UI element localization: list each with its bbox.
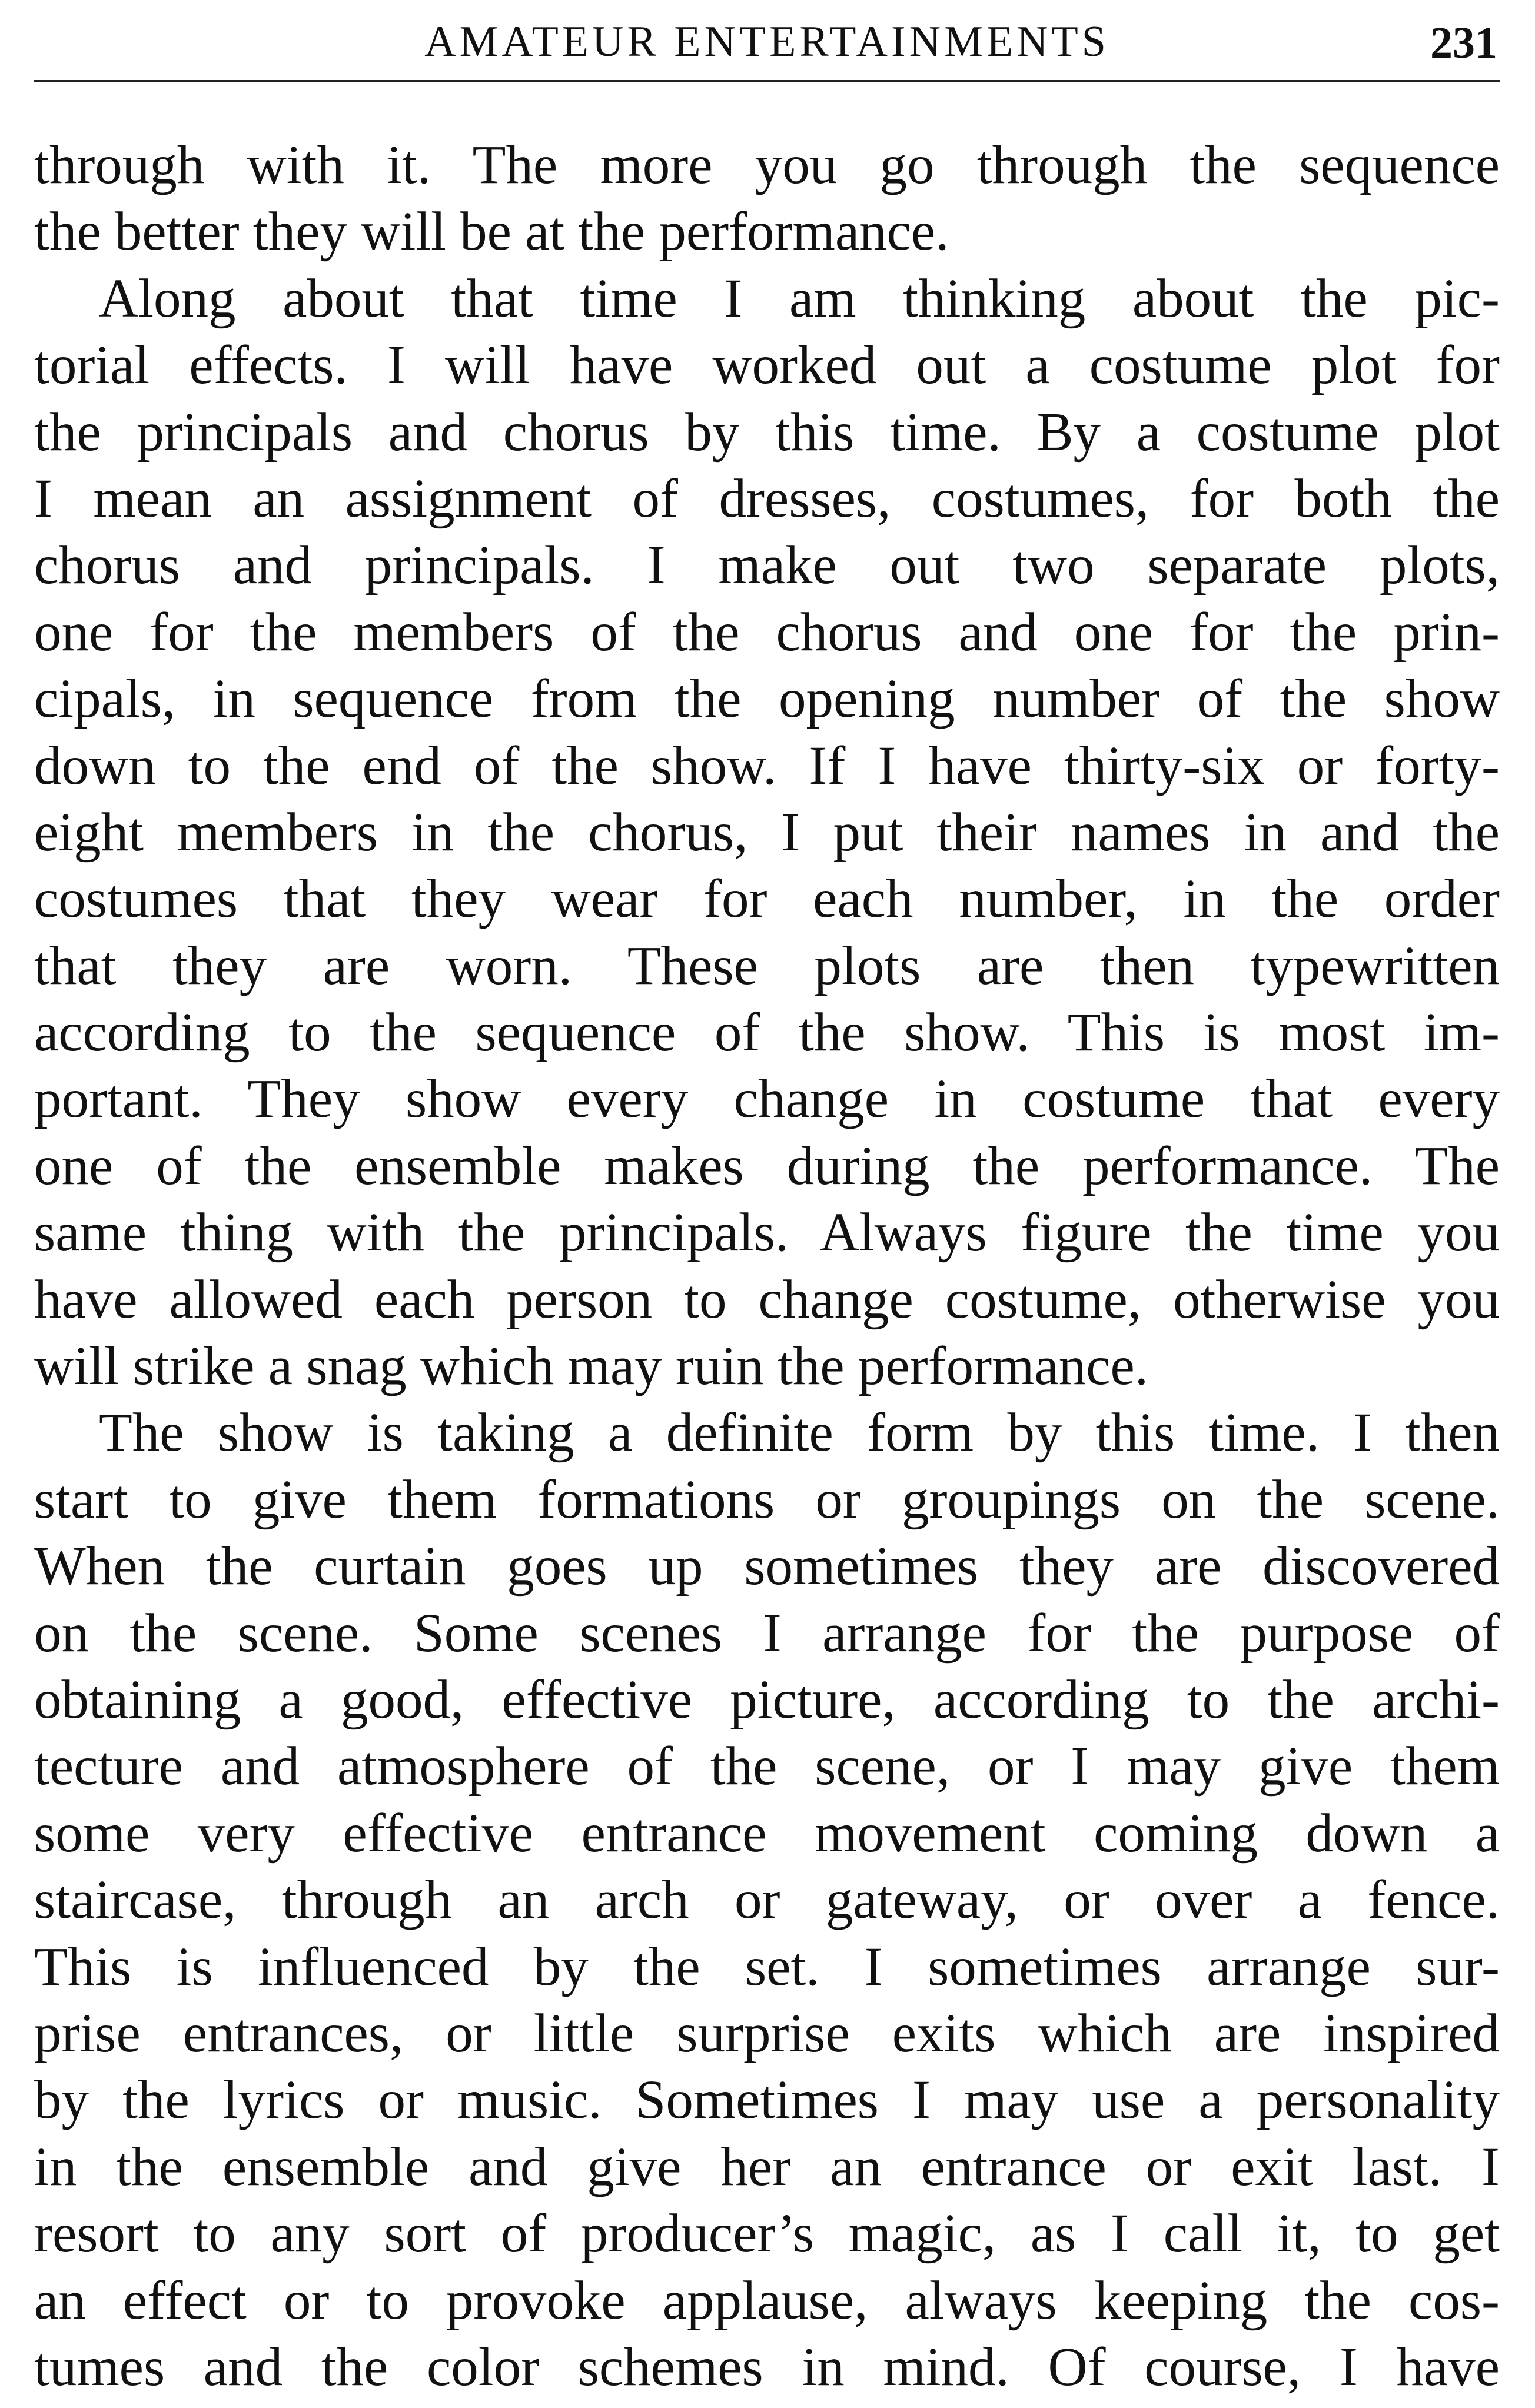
text-line: eight members in the chorus, I put their names in and the (34, 801, 1500, 863)
text-line: will strike a snag which may ruin the performance. (34, 1336, 1148, 1397)
body-text (34, 132, 1500, 2400)
text-line: tecture and atmosphere of the scene, or I may give them (34, 1736, 1500, 1797)
text-line: torial effects. I will have worked out a costume plot for (34, 335, 1500, 396)
text-line: one for the members of the chorus and one for the prin- (34, 601, 1500, 663)
text-line: obtaining a good, effective picture, according to the archi- (34, 1669, 1500, 1730)
text-line: portant. They show every change in costume that every (34, 1069, 1500, 1130)
text-line: in the ensemble and give her an entrance or exit last. I (34, 2136, 1500, 2197)
text-line: This is influenced by the set. I sometimes arrange sur- (34, 1936, 1500, 1997)
text-line: the principals and chorus by this time. By a costume plot (34, 401, 1500, 463)
text-line: The show is taking a definite form by this time. I then (99, 1402, 1500, 1464)
text-line: on the scene. Some scenes I arrange for the purpose of (34, 1602, 1500, 1664)
text-line: the better they will be at the performance. (34, 201, 949, 262)
paragraph (34, 1399, 1500, 2400)
paragraph (34, 132, 1500, 265)
text-line: through with it. The more you go through the sequence (34, 135, 1500, 195)
text-line: same thing with the principals. Always figure the time you (34, 1202, 1500, 1263)
text-line: according to the sequence of the show. This is most im- (34, 1002, 1500, 1063)
text-line: that they are worn. These plots are then typewritten (34, 935, 1500, 996)
page-number: 231 (1430, 18, 1497, 68)
text-line: staircase, through an arch or gateway, or over a fence. (34, 1870, 1500, 1931)
text-line: by the lyrics or music. Sometimes I may use a personality (34, 2070, 1500, 2131)
text-line: have allowed each person to change costume, otherwise you (34, 1269, 1500, 1330)
text-line: tumes and the color schemes in mind. Of course, I have (34, 2336, 1500, 2397)
text-line: start to give them formations or groupings on the scene. (34, 1469, 1500, 1530)
text-line: I mean an assignment of dresses, costumes, for both the (34, 468, 1500, 529)
text-line: costumes that they wear for each number, in the order (34, 869, 1500, 930)
text-line: an effect or to provoke applause, always keeping the cos- (34, 2270, 1500, 2331)
text-line: some very effective entrance movement coming down a (34, 1802, 1500, 1864)
text-line: chorus and principals. I make out two separate plots, (34, 535, 1500, 596)
text-line: down to the end of the show. If I have thirty-six or forty- (34, 735, 1500, 796)
running-header (34, 11, 1500, 82)
text-line: cipals, in sequence from the opening number of the show (34, 668, 1500, 730)
text-line: one of the ensemble makes during the performance. The (34, 1135, 1500, 1196)
text-line: prise entrances, or little surprise exits which are inspired (34, 2003, 1500, 2064)
running-title: AMATEUR ENTERTAINMENTS (424, 18, 1109, 66)
text-line: resort to any sort of producer’s magic, as I call it, to get (34, 2203, 1500, 2264)
text-line: When the curtain goes up sometimes they are discovered (34, 1536, 1500, 1597)
text-line: Along about that time I am thinking about the pic- (99, 268, 1500, 329)
paragraph (34, 265, 1500, 1400)
